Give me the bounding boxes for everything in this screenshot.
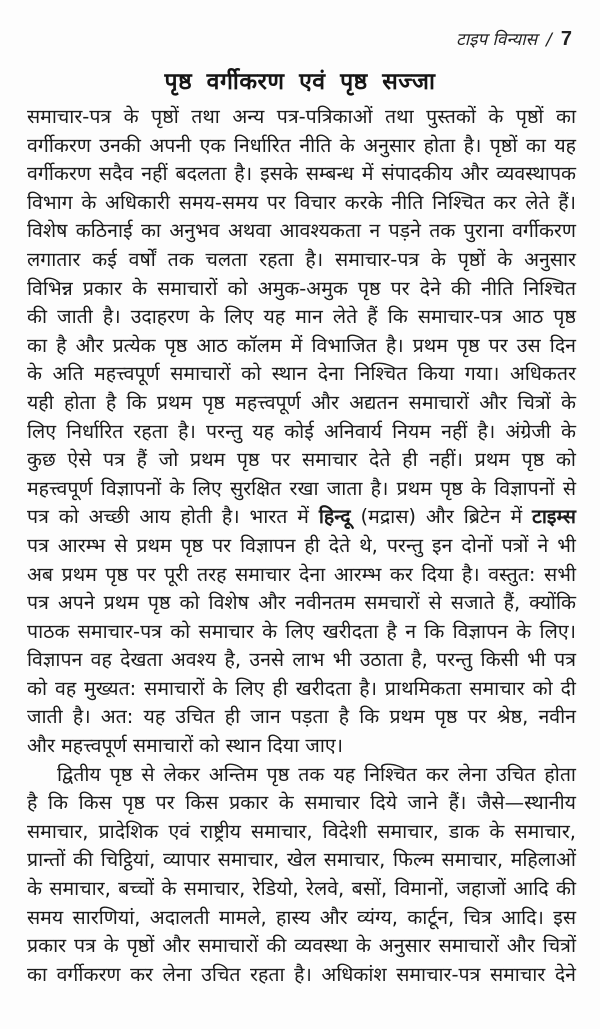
text-segment: पत्र को अच्छी आय होती है। भारत में [27, 505, 319, 529]
text-line: का वर्गीकरण कर लेना उचित रहता है। अधिकांश समाचार-पत्र समाचार देने [27, 962, 576, 986]
paragraph-2 [27, 761, 576, 990]
text-line: पत्र आरम्भ से प्रथम पृष्ठ पर विज्ञापन ही देते थे, परन्तु इन दोनों पत्रों ने भी [27, 533, 576, 557]
text-line: द्वितीय पृष्ठ से लेकर अन्तिम पृष्ठ तक यह निश्चित कर लेना उचित होता [57, 762, 576, 786]
paragraph-1 [27, 103, 576, 761]
text-line: पाठक समाचार-पत्र को समाचार के लिए खरीदता है न कि विज्ञापन के लिए। [27, 619, 576, 643]
text-line: लिए निर्धारित रहता है। परन्तु यह कोई अनिवार्य नियम नहीं है। अंग्रेजी के [27, 419, 576, 443]
page-number: 7 [560, 28, 572, 50]
text-segment: (मद्रास) और ब्रिटेन में [350, 505, 532, 529]
text-line: वर्गीकरण उनकी अपनी एक निर्धारित नीति के अनुसार होता है। पृष्ठों का यह [27, 133, 576, 157]
text-line: विशेष कठिनाई का अनुभव अथवा आवश्यकता न पड़ने तक पुराना वर्गीकरण [27, 219, 576, 243]
header-separator: / [546, 30, 552, 50]
running-header [456, 27, 572, 51]
text-line: जाती है। अत: यह उचित ही जान पड़ता है कि प्रथम पृष्ठ पर श्रेष्ठ, नवीन [27, 705, 576, 729]
body-text [27, 103, 576, 989]
text-line: महत्त्वपूर्ण विज्ञापनों के लिए सुरक्षित रखा जाता है। प्रथम पृष्ठ के विज्ञापनों से [27, 476, 576, 500]
text-line: को वह मुख्यत: समाचारों के लिए ही खरीदता है। प्राथमिकता समाचार को दी [27, 676, 576, 700]
text-line: लगातार कई वर्षों तक चलता रहता है। समाचार-पत्र के पृष्ठों के अनुसार [27, 247, 576, 271]
newspaper-name-times: टाइम्स [532, 505, 576, 529]
text-line: समाचार-पत्र के पृष्ठों तथा अन्य पत्र-पत्रिकाओं तथा पुस्तकों के पृष्ठों का [27, 105, 576, 128]
text-line: विज्ञापन वह देखता अवश्य है, उनसे लाभ भी उठाता है, परन्तु किसी भी पत्र [27, 648, 576, 672]
text-line: विभिन्न प्रकार के समाचारों को अमुक-अमुक पृष्ठ पर देने की नीति निश्चित [27, 276, 576, 300]
text-line: के समाचार, बच्चों के समाचार, रेडियो, रेलवे, बसों, विमानों, जहाजों आदि की [27, 877, 576, 901]
text-line: का है और प्रत्येक पृष्ठ आठ कॉलम में विभाजित है। प्रथम पृष्ठ पर उस दिन [27, 333, 576, 357]
text-line: यही होता है कि प्रथम पृष्ठ महत्त्वपूर्ण और अद्यतन समाचारों और चित्रों के [27, 390, 576, 414]
text-line: अब प्रथम पृष्ठ पर पूरी तरह समाचार देना आरम्भ कर दिया है। वस्तुत: सभी [27, 562, 576, 586]
newspaper-name-hindu: हिन्दू [318, 505, 351, 529]
text-line: है कि किस पृष्ठ पर किस प्रकार के समाचार दिये जाने हैं। जैसे—स्थानीय [27, 791, 576, 815]
text-line: प्रकार पत्र के पृष्ठों और समाचारों की व्यवस्था के अनुसार समाचारों और चित्रों [27, 934, 576, 958]
text-line: की जाती है। उदाहरण के लिए यह मान लेते हैं कि समाचार-पत्र आठ पृष्ठ [27, 305, 576, 329]
text-line: और महत्त्वपूर्ण समाचारों को स्थान दिया जाए। [27, 734, 344, 758]
page-title: पृष्ठ वर्गीकरण एवं पृष्ठ सज्जा [164, 69, 436, 95]
text-line: कुछ ऐसे पत्र हैं जो प्रथम पृष्ठ पर समाचार देते ही नहीं। प्रथम पृष्ठ को [27, 448, 576, 472]
text-line: विभाग के अधिकारी समय-समय पर विचार करके नीति निश्चित कर लेते हैं। [27, 190, 576, 214]
text-line-with-bold-names [27, 503, 576, 532]
text-line: प्रान्तों की चिट्ठियां, व्यापार समाचार, खेल समाचार, फिल्म समाचार, महिलाओं [27, 848, 576, 872]
text-line: समय सारणियां, अदालती मामले, हास्य और व्यंग्य, कार्टून, चित्र आदि। इस [27, 905, 576, 929]
text-line: वर्गीकरण सदैव नहीं बदलता है। इसके सम्बन्ध में संपादकीय और व्यवस्थापक [27, 162, 576, 186]
header-section-title: टाइप विन्यास [456, 30, 538, 50]
text-line: समाचार, प्रादेशिक एवं राष्ट्रीय समाचार, विदेशी समाचार, डाक के समाचार, [27, 819, 576, 843]
text-line: पत्र अपने प्रथम पृष्ठ को विशेष और नवीनतम समचारों से सजाते हैं, क्योंकि [27, 591, 576, 615]
text-line: के अति महत्त्वपूर्ण समाचारों को स्थान देना निश्चित किया गया। अधिकतर [27, 362, 576, 386]
